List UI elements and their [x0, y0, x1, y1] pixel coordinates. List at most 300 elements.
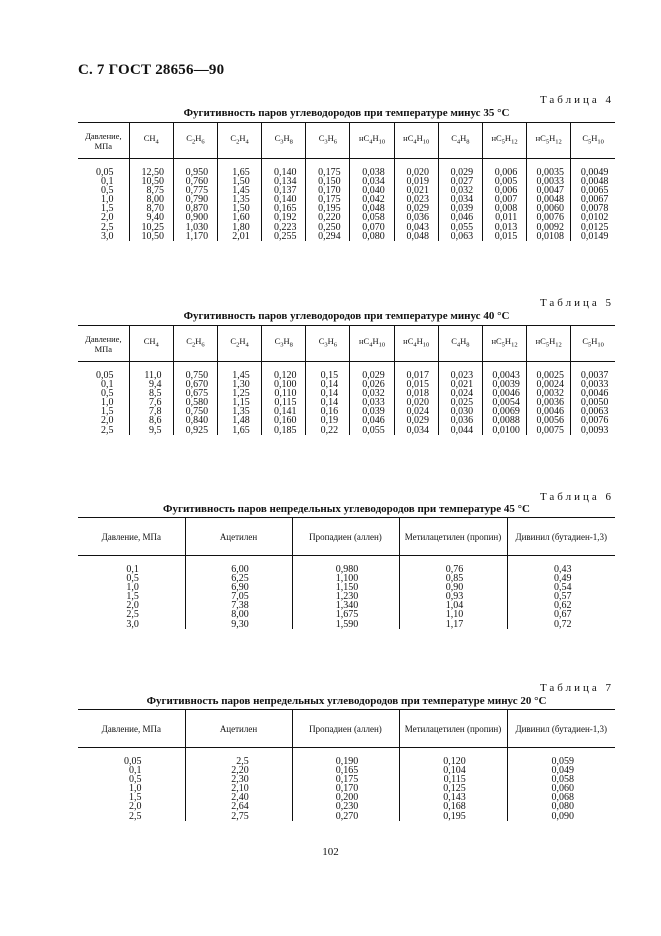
table-cell: 0,0149	[571, 232, 615, 241]
table-cell: 0,0048	[571, 177, 615, 186]
table-cell: 1,50	[218, 177, 262, 186]
column-header: Давление, МПа	[78, 123, 129, 159]
table-cell: 2,10	[185, 784, 292, 793]
table-cell: 0,0076	[527, 213, 571, 222]
column-header: $нC_5H_{12}$	[527, 123, 571, 159]
table-cell: 2,5	[126, 609, 139, 621]
table-cell: 0,020	[394, 398, 438, 407]
table-cell: 0,017	[394, 362, 438, 381]
table-cell: 0,5	[126, 573, 139, 585]
table-cell: 0,160	[262, 416, 306, 425]
table-cell: 0,22	[306, 426, 350, 435]
table-cell: 0,036	[394, 213, 438, 222]
table-cell: 0,0067	[571, 195, 615, 204]
table-6-title: Фугитивность паров непредельных углеводородов при температуре 45 °С	[163, 503, 530, 515]
table-cell: 0,0108	[527, 232, 571, 241]
table-cell: 1,340	[292, 601, 399, 610]
table-cell: 0,042	[350, 195, 394, 204]
table-row	[78, 159, 615, 178]
table-cell: 2,0	[126, 600, 139, 612]
table-cell: 2,64	[185, 802, 292, 811]
table-cell: 1,35	[218, 407, 262, 416]
table-cell: 0,0054	[482, 398, 526, 407]
table-cell: 0,870	[173, 204, 217, 213]
table-cell: 0,175	[306, 195, 350, 204]
table-cell: 1,45	[218, 362, 262, 381]
table-cell: 0,950	[173, 159, 217, 178]
table-cell: 9,5	[129, 426, 173, 435]
table-cell: 0,104	[399, 766, 507, 775]
table-cell: 3,0	[126, 618, 139, 630]
table-cell: 0,125	[399, 784, 507, 793]
table-7-label: Таблица 7	[539, 682, 614, 694]
table-cell: 0,0102	[571, 213, 615, 222]
table-cell: 0,1	[101, 379, 114, 391]
column-header: Метилацетилен (пропин)	[399, 710, 507, 748]
table-cell: 0,0056	[527, 416, 571, 425]
table-cell: 0,055	[438, 223, 482, 232]
header-row	[78, 326, 615, 362]
table-cell: 0,0033	[527, 177, 571, 186]
table-cell: 0,0100	[482, 426, 526, 435]
table-cell: 0,0069	[482, 407, 526, 416]
table-cell: 0,020	[394, 159, 438, 178]
table-cell: 0,011	[482, 213, 526, 222]
table-cell: 1,25	[218, 389, 262, 398]
column-header: Дивинил (бутадиен-1,3)	[507, 710, 615, 748]
table-cell: 0,115	[262, 398, 306, 407]
table-cell: 0,840	[173, 416, 217, 425]
column-header: $нC_4H_{10}$	[350, 123, 394, 159]
table-cell: 0,14	[306, 389, 350, 398]
table-cell: 0,049	[507, 766, 615, 775]
table-row	[78, 748, 615, 767]
table-cell: 0,05	[96, 167, 114, 178]
table-cell: 0,039	[438, 204, 482, 213]
column-header: $C_5H_{10}$	[571, 123, 615, 159]
table-cell: 0,90	[399, 583, 507, 592]
table-cell: 1,65	[218, 159, 262, 178]
table-cell: 1,150	[292, 583, 399, 592]
table-cell: 1,15	[218, 398, 262, 407]
table-cell: 7,6	[129, 398, 173, 407]
table-cell: 0,027	[438, 177, 482, 186]
table-cell: 0,0076	[571, 416, 615, 425]
table-cell: 7,8	[129, 407, 173, 416]
table-cell: 0,14	[306, 380, 350, 389]
table-cell: 6,00	[185, 556, 292, 575]
table-cell: 0,0046	[527, 407, 571, 416]
table-cell: 1,100	[292, 574, 399, 583]
table-cell: 9,30	[185, 620, 292, 629]
table-cell: 0,034	[394, 426, 438, 435]
table-cell: 0,005	[482, 177, 526, 186]
table-cell: 10,50	[129, 177, 173, 186]
table-cell: 0,029	[394, 204, 438, 213]
table-cell: 0,0046	[482, 389, 526, 398]
table-cell: 0,120	[262, 362, 306, 381]
table-cell: 0,0050	[571, 398, 615, 407]
table-cell: 1,5	[128, 792, 142, 804]
table-cell: 0,007	[482, 195, 526, 204]
table-cell: 1,0	[126, 582, 139, 594]
table-cell: 1,0	[128, 783, 142, 795]
table-cell: 0,67	[507, 610, 615, 619]
table-cell: 0,168	[399, 802, 507, 811]
table-cell: 0,192	[262, 213, 306, 222]
table-cell: 1,0	[101, 194, 114, 206]
table-cell: 0,0032	[527, 389, 571, 398]
table-cell: 9,4	[129, 380, 173, 389]
column-header: $C_3H_6$	[306, 123, 350, 159]
table-cell: 0,05	[123, 756, 142, 767]
table-cell: 0,036	[438, 416, 482, 425]
table-cell: 8,70	[129, 204, 173, 213]
table-cell: 0,043	[394, 223, 438, 232]
table-cell: 0,034	[438, 195, 482, 204]
table-cell: 0,175	[292, 775, 399, 784]
table-cell: 2,5	[128, 810, 142, 822]
table-cell: 0,750	[173, 362, 217, 381]
table-cell: 0,760	[173, 177, 217, 186]
table-cell: 0,230	[292, 802, 399, 811]
table-cell: 1,5	[101, 203, 114, 215]
table-cell: 0,175	[306, 159, 350, 178]
table-cell: 0,16	[306, 407, 350, 416]
table-cell: 0,57	[507, 592, 615, 601]
table-cell: 2,5	[185, 748, 292, 767]
column-header: Пропадиен (аллен)	[292, 710, 399, 748]
table-cell: 0,195	[399, 812, 507, 821]
table-cell: 8,00	[129, 195, 173, 204]
table-cell: 1,60	[218, 213, 262, 222]
table-5	[78, 325, 615, 435]
table-cell: 11,0	[129, 362, 173, 381]
document-header: С. 7 ГОСТ 28656—90	[78, 62, 225, 78]
table-cell: 6,90	[185, 583, 292, 592]
table-cell: 0,150	[306, 177, 350, 186]
table-cell: 1,04	[399, 601, 507, 610]
table-row	[78, 620, 615, 629]
table-cell: 0,76	[399, 556, 507, 575]
table-row	[78, 812, 615, 821]
table-7	[78, 709, 615, 821]
table-cell: 1,48	[218, 416, 262, 425]
table-cell: 1,5	[101, 406, 114, 418]
table-cell: 0,141	[262, 407, 306, 416]
table-cell: 0,0047	[527, 186, 571, 195]
table-cell: 0,029	[438, 159, 482, 178]
table-cell: 0,54	[507, 583, 615, 592]
table-cell: 0,021	[438, 380, 482, 389]
table-cell: 0,675	[173, 389, 217, 398]
table-cell: 7,05	[185, 592, 292, 601]
table-cell: 0,090	[507, 812, 615, 821]
column-header: $нC_5H_{12}$	[482, 123, 526, 159]
table-cell: 1,35	[218, 195, 262, 204]
table-4-title: Фугитивность паров углеводородов при температуре минус 35 °С	[183, 107, 510, 119]
column-header: Дивинил (бутадиен-1,3)	[507, 518, 615, 556]
table-cell: 2,5	[101, 424, 114, 436]
table-cell: 0,0048	[527, 195, 571, 204]
table-cell: 2,0	[128, 801, 142, 813]
table-cell: 2,30	[185, 775, 292, 784]
table-cell: 0,026	[350, 380, 394, 389]
table-cell: 0,140	[262, 159, 306, 178]
table-cell: 0,032	[350, 389, 394, 398]
table-cell: 0,006	[482, 159, 526, 178]
table-cell: 0,93	[399, 592, 507, 601]
table-cell: 0,0035	[527, 159, 571, 178]
column-header: $C_5H_{10}$	[571, 326, 615, 362]
table-cell: 0,055	[350, 426, 394, 435]
table-cell: 0,0063	[571, 407, 615, 416]
table-cell: 0,080	[350, 232, 394, 241]
table-cell: 0,0039	[482, 380, 526, 389]
table-cell: 0,62	[507, 601, 615, 610]
column-header: $нC_5H_{12}$	[482, 326, 526, 362]
table-cell: 1,170	[173, 232, 217, 241]
table-cell: 0,0024	[527, 380, 571, 389]
table-cell: 0,200	[292, 793, 399, 802]
table-cell: 0,5	[128, 774, 142, 786]
table-cell: 2,40	[185, 793, 292, 802]
table-cell: 0,900	[173, 213, 217, 222]
table-cell: 0,0092	[527, 223, 571, 232]
table-cell: 1,0	[101, 397, 114, 409]
table-cell: 0,5	[101, 185, 114, 197]
table-cell: 0,134	[262, 177, 306, 186]
table-cell: 1,65	[218, 426, 262, 435]
table-cell: 0,05	[96, 370, 114, 381]
column-header: Ацетилен	[185, 518, 292, 556]
column-header: $нC_4H_{10}$	[350, 326, 394, 362]
table-4-label: Таблица 4	[539, 94, 614, 106]
table-cell: 0,044	[438, 426, 482, 435]
table-cell: 0,0060	[527, 204, 571, 213]
table-cell: 10,50	[129, 232, 173, 241]
table-cell: 1,030	[173, 223, 217, 232]
table-cell: 0,294	[306, 232, 350, 241]
table-cell: 0,165	[292, 766, 399, 775]
table-cell: 1,230	[292, 592, 399, 601]
table-cell: 0,72	[507, 620, 615, 629]
column-header: $C_2H_6$	[173, 326, 217, 362]
table-cell: 0,024	[394, 407, 438, 416]
table-cell: 1,30	[218, 380, 262, 389]
table-row	[78, 426, 615, 435]
table-cell: 0,925	[173, 426, 217, 435]
table-cell: 6,25	[185, 574, 292, 583]
column-header: Давление, МПа	[78, 710, 185, 748]
table-cell: 0,023	[394, 195, 438, 204]
table-cell: 0,0078	[571, 204, 615, 213]
table-cell: 0,025	[438, 398, 482, 407]
table-cell: 10,25	[129, 223, 173, 232]
table-cell: 0,1	[126, 564, 139, 575]
table-cell: 0,019	[394, 177, 438, 186]
table-cell: 0,790	[173, 195, 217, 204]
table-cell: 0,029	[394, 416, 438, 425]
table-cell: 3,0	[101, 230, 114, 242]
table-cell: 0,068	[507, 793, 615, 802]
table-cell: 0,140	[262, 195, 306, 204]
table-cell: 0,0088	[482, 416, 526, 425]
column-header: $C_2H_4$	[218, 326, 262, 362]
column-header: $C_2H_6$	[173, 123, 217, 159]
table-cell: 0,080	[507, 802, 615, 811]
table-cell: 0,040	[350, 186, 394, 195]
table-cell: 0,1	[128, 765, 142, 777]
column-header: $CH_4$	[129, 326, 173, 362]
table-cell: 0,170	[292, 784, 399, 793]
table-cell: 0,029	[350, 362, 394, 381]
table-6	[78, 517, 615, 629]
table-cell: 0,0036	[527, 398, 571, 407]
table-cell: 8,6	[129, 416, 173, 425]
table-row	[78, 362, 615, 381]
table-cell: 0,058	[350, 213, 394, 222]
table-cell: 0,0046	[571, 389, 615, 398]
table-cell: 0,006	[482, 186, 526, 195]
table-cell: 0,1	[101, 176, 114, 188]
table-cell: 2,0	[101, 212, 114, 224]
table-cell: 0,048	[350, 204, 394, 213]
table-cell: 0,063	[438, 232, 482, 241]
column-header: $C_3H_6$	[306, 326, 350, 362]
table-cell: 0,0065	[571, 186, 615, 195]
table-cell: 0,5	[101, 388, 114, 400]
table-cell: 0,0093	[571, 426, 615, 435]
column-header: $нC_4H_{10}$	[394, 326, 438, 362]
column-header: Давление, МПа	[78, 326, 129, 362]
table-5-title: Фугитивность паров углеводородов при температуре минус 40 °С	[183, 310, 510, 322]
table-cell: 0,046	[350, 416, 394, 425]
table-6-label: Таблица 6	[539, 491, 614, 503]
table-cell: 1,45	[218, 186, 262, 195]
table-cell: 0,775	[173, 186, 217, 195]
table-cell: 0,185	[262, 426, 306, 435]
table-cell: 2,20	[185, 766, 292, 775]
table-7-title: Фугитивность паров непредельных углеводородов при температуре минус 20 °С	[146, 695, 547, 707]
table-cell: 1,17	[399, 620, 507, 629]
table-cell: 0,0049	[571, 159, 615, 178]
table-cell: 0,021	[394, 186, 438, 195]
table-cell: 0,038	[350, 159, 394, 178]
header-row	[78, 710, 615, 748]
table-cell: 8,75	[129, 186, 173, 195]
table-cell: 0,190	[292, 748, 399, 767]
header-row	[78, 518, 615, 556]
header-row	[78, 123, 615, 159]
table-cell: 0,015	[394, 380, 438, 389]
table-cell: 2,01	[218, 232, 262, 241]
table-cell: 2,0	[101, 415, 114, 427]
column-header: $нC_5H_{12}$	[527, 326, 571, 362]
column-header: $нC_4H_{10}$	[394, 123, 438, 159]
table-cell: 12,50	[129, 159, 173, 178]
column-header: $C_2H_4$	[218, 123, 262, 159]
table-cell: 1,10	[399, 610, 507, 619]
table-cell: 0,220	[306, 213, 350, 222]
table-cell: 0,034	[350, 177, 394, 186]
table-cell: 0,059	[507, 748, 615, 767]
table-cell: 0,030	[438, 407, 482, 416]
table-cell: 0,255	[262, 232, 306, 241]
table-cell: 1,590	[292, 620, 399, 629]
table-cell: 0,195	[306, 204, 350, 213]
column-header: Ацетилен	[185, 710, 292, 748]
table-cell: 0,100	[262, 380, 306, 389]
table-cell: 0,580	[173, 398, 217, 407]
column-header: $CH_4$	[129, 123, 173, 159]
table-cell: 0,49	[507, 574, 615, 583]
table-cell: 1,80	[218, 223, 262, 232]
table-cell: 0,015	[482, 232, 526, 241]
table-cell: 0,120	[399, 748, 507, 767]
table-cell: 0,250	[306, 223, 350, 232]
column-header: $C_4H_8$	[438, 123, 482, 159]
table-cell: 0,070	[350, 223, 394, 232]
table-cell: 0,018	[394, 389, 438, 398]
table-cell: 2,5	[101, 221, 114, 233]
table-cell: 0,670	[173, 380, 217, 389]
table-cell: 0,143	[399, 793, 507, 802]
table-cell: 0,032	[438, 186, 482, 195]
table-cell: 7,38	[185, 601, 292, 610]
table-cell: 0,046	[438, 213, 482, 222]
page-number: 102	[322, 846, 339, 858]
table-cell: 0,0043	[482, 362, 526, 381]
column-header: Пропадиен (аллен)	[292, 518, 399, 556]
table-cell: 0,0025	[527, 362, 571, 381]
column-header: Метилацетилен (пропин)	[399, 518, 507, 556]
column-header: $C_3H_8$	[262, 123, 306, 159]
table-cell: 0,0037	[571, 362, 615, 381]
table-cell: 8,5	[129, 389, 173, 398]
table-cell: 0,19	[306, 416, 350, 425]
column-header: Давление, МПа	[78, 518, 185, 556]
table-cell: 0,060	[507, 784, 615, 793]
table-cell: 0,115	[399, 775, 507, 784]
table-cell: 9,40	[129, 213, 173, 222]
table-cell: 0,110	[262, 389, 306, 398]
table-cell: 8,00	[185, 610, 292, 619]
table-cell: 0,058	[507, 775, 615, 784]
table-row	[78, 232, 615, 241]
table-cell: 0,0075	[527, 426, 571, 435]
table-cell: 0,048	[394, 232, 438, 241]
table-cell: 1,5	[126, 591, 139, 603]
table-cell: 0,170	[306, 186, 350, 195]
table-cell: 0,223	[262, 223, 306, 232]
table-cell: 0,14	[306, 398, 350, 407]
table-row	[78, 556, 615, 575]
table-cell: 0,750	[173, 407, 217, 416]
table-cell: 0,137	[262, 186, 306, 195]
table-cell: 0,85	[399, 574, 507, 583]
table-4	[78, 122, 615, 241]
table-cell: 0,024	[438, 389, 482, 398]
table-cell: 0,033	[350, 398, 394, 407]
table-cell: 0,0033	[571, 380, 615, 389]
table-cell: 0,270	[292, 812, 399, 821]
table-cell: 1,50	[218, 204, 262, 213]
table-cell: 0,0125	[571, 223, 615, 232]
table-cell: 0,165	[262, 204, 306, 213]
table-cell: 0,43	[507, 556, 615, 575]
table-cell: 0,039	[350, 407, 394, 416]
